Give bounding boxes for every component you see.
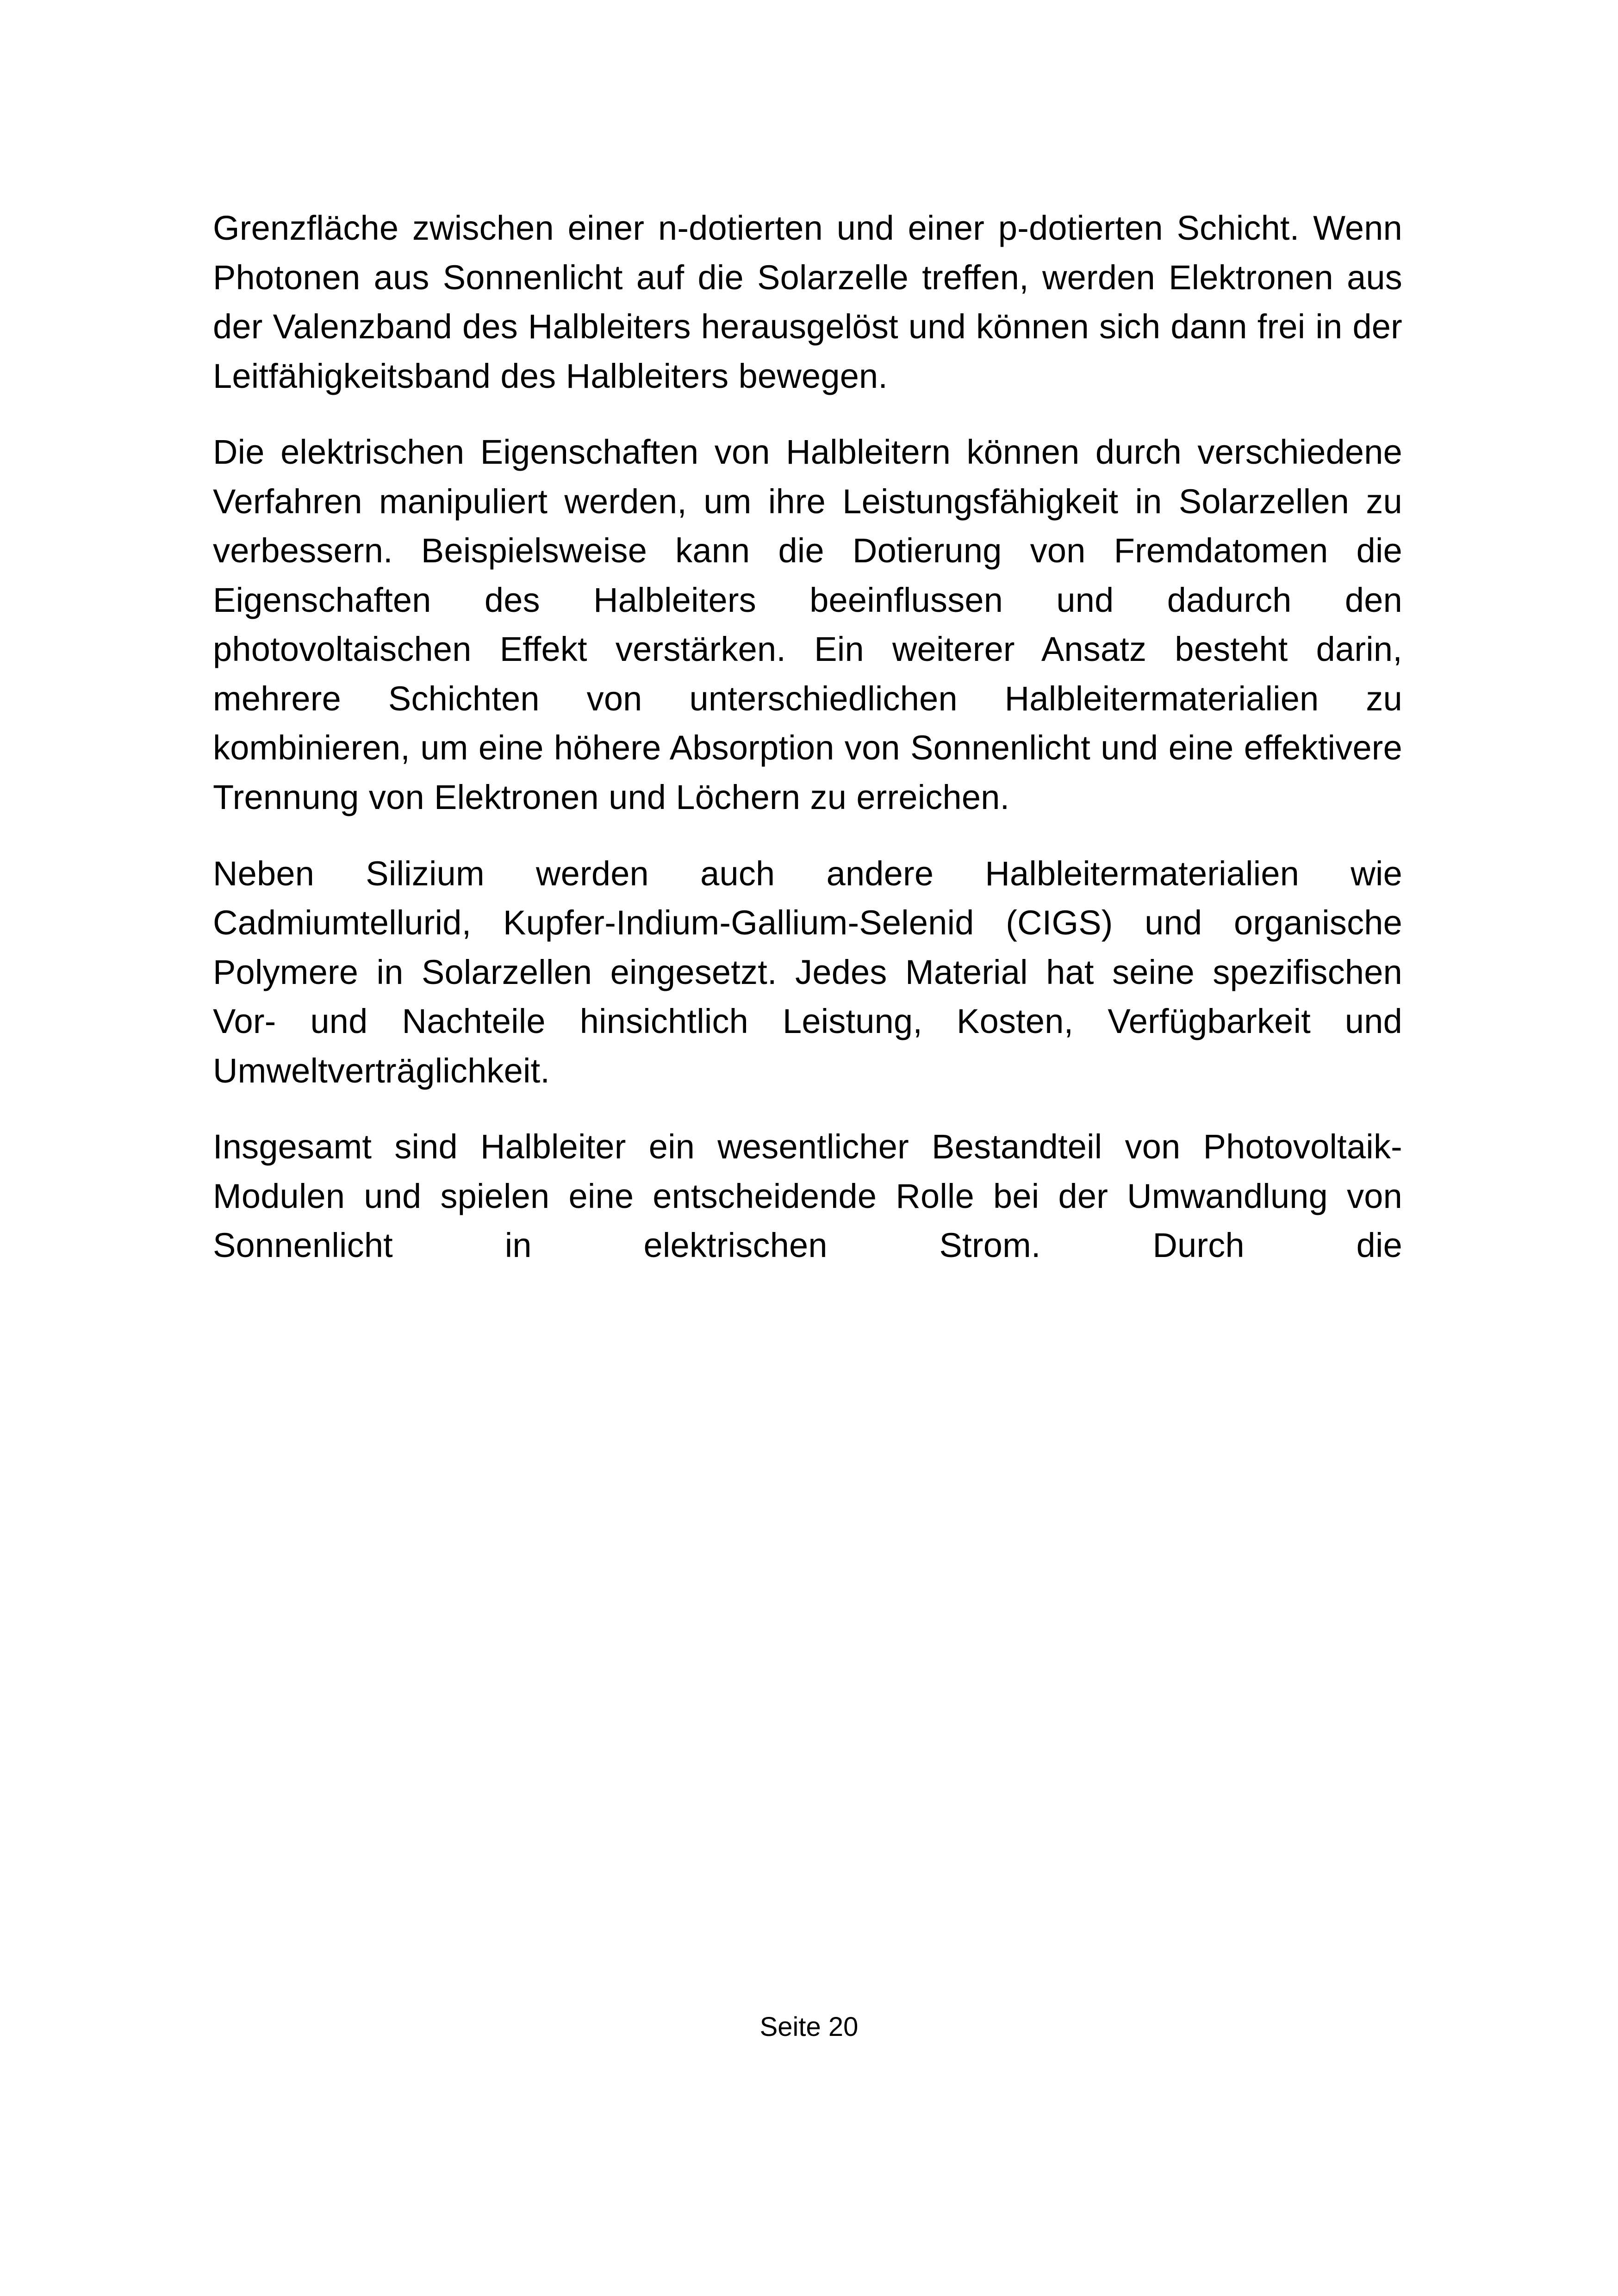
- paragraph: Grenzfläche zwischen einer n-dotierten und einer p-dotierten Schicht. Wenn Photonen aus Sonnenlicht auf die Solarzelle treffen, werden Elektronen aus der Valenzband des Halbleiters herausgelöst und können sich dann frei in der Leitfähigkeitsband des Halbleiters bewegen.: [213, 209, 1402, 395]
- paragraph: Neben Silizium werden auch andere Halbleitermaterialien wie Cadmiumtellurid, Kupfer-Indium-Gallium-Selenid (CIGS) und organische Polymere in Solarzellen eingesetzt. Jedes Material hat seine spezifischen Vor- und Nachteile hinsichtlich Leistung, Kosten, Verfügbarkeit und Umweltverträglichkeit.: [213, 854, 1402, 1090]
- page-number-label: Seite 20: [759, 2012, 859, 2042]
- paragraph: Insgesamt sind Halbleiter ein wesentlicher Bestandteil von Photovoltaik-Modulen und spielen eine entscheidende Rolle bei der Umwandlung von Sonnenlicht in elektrischen Strom. Durch die: [213, 1127, 1402, 1265]
- page-footer: [0, 2011, 1618, 2043]
- page-text-body: [213, 204, 1402, 1270]
- paragraph: Die elektrischen Eigenschaften von Halbleitern können durch verschiedene Verfahren manipuliert werden, um ihre Leistungsfähigkeit in Solarzellen zu verbessern. Beispielsweise kann die Dotierung von Fremdatomen die Eigenschaften des Halbleiters beeinflussen und dadurch den photovoltaischen Effekt verstärken. Ein weiterer Ansatz besteht darin, mehrere Schichten von unterschiedlichen Halbleitermaterialien zu kombinieren, um eine höhere Absorption von Sonnenlicht und eine effektivere Trennung von Elektronen und Löchern zu erreichen.: [213, 433, 1402, 817]
